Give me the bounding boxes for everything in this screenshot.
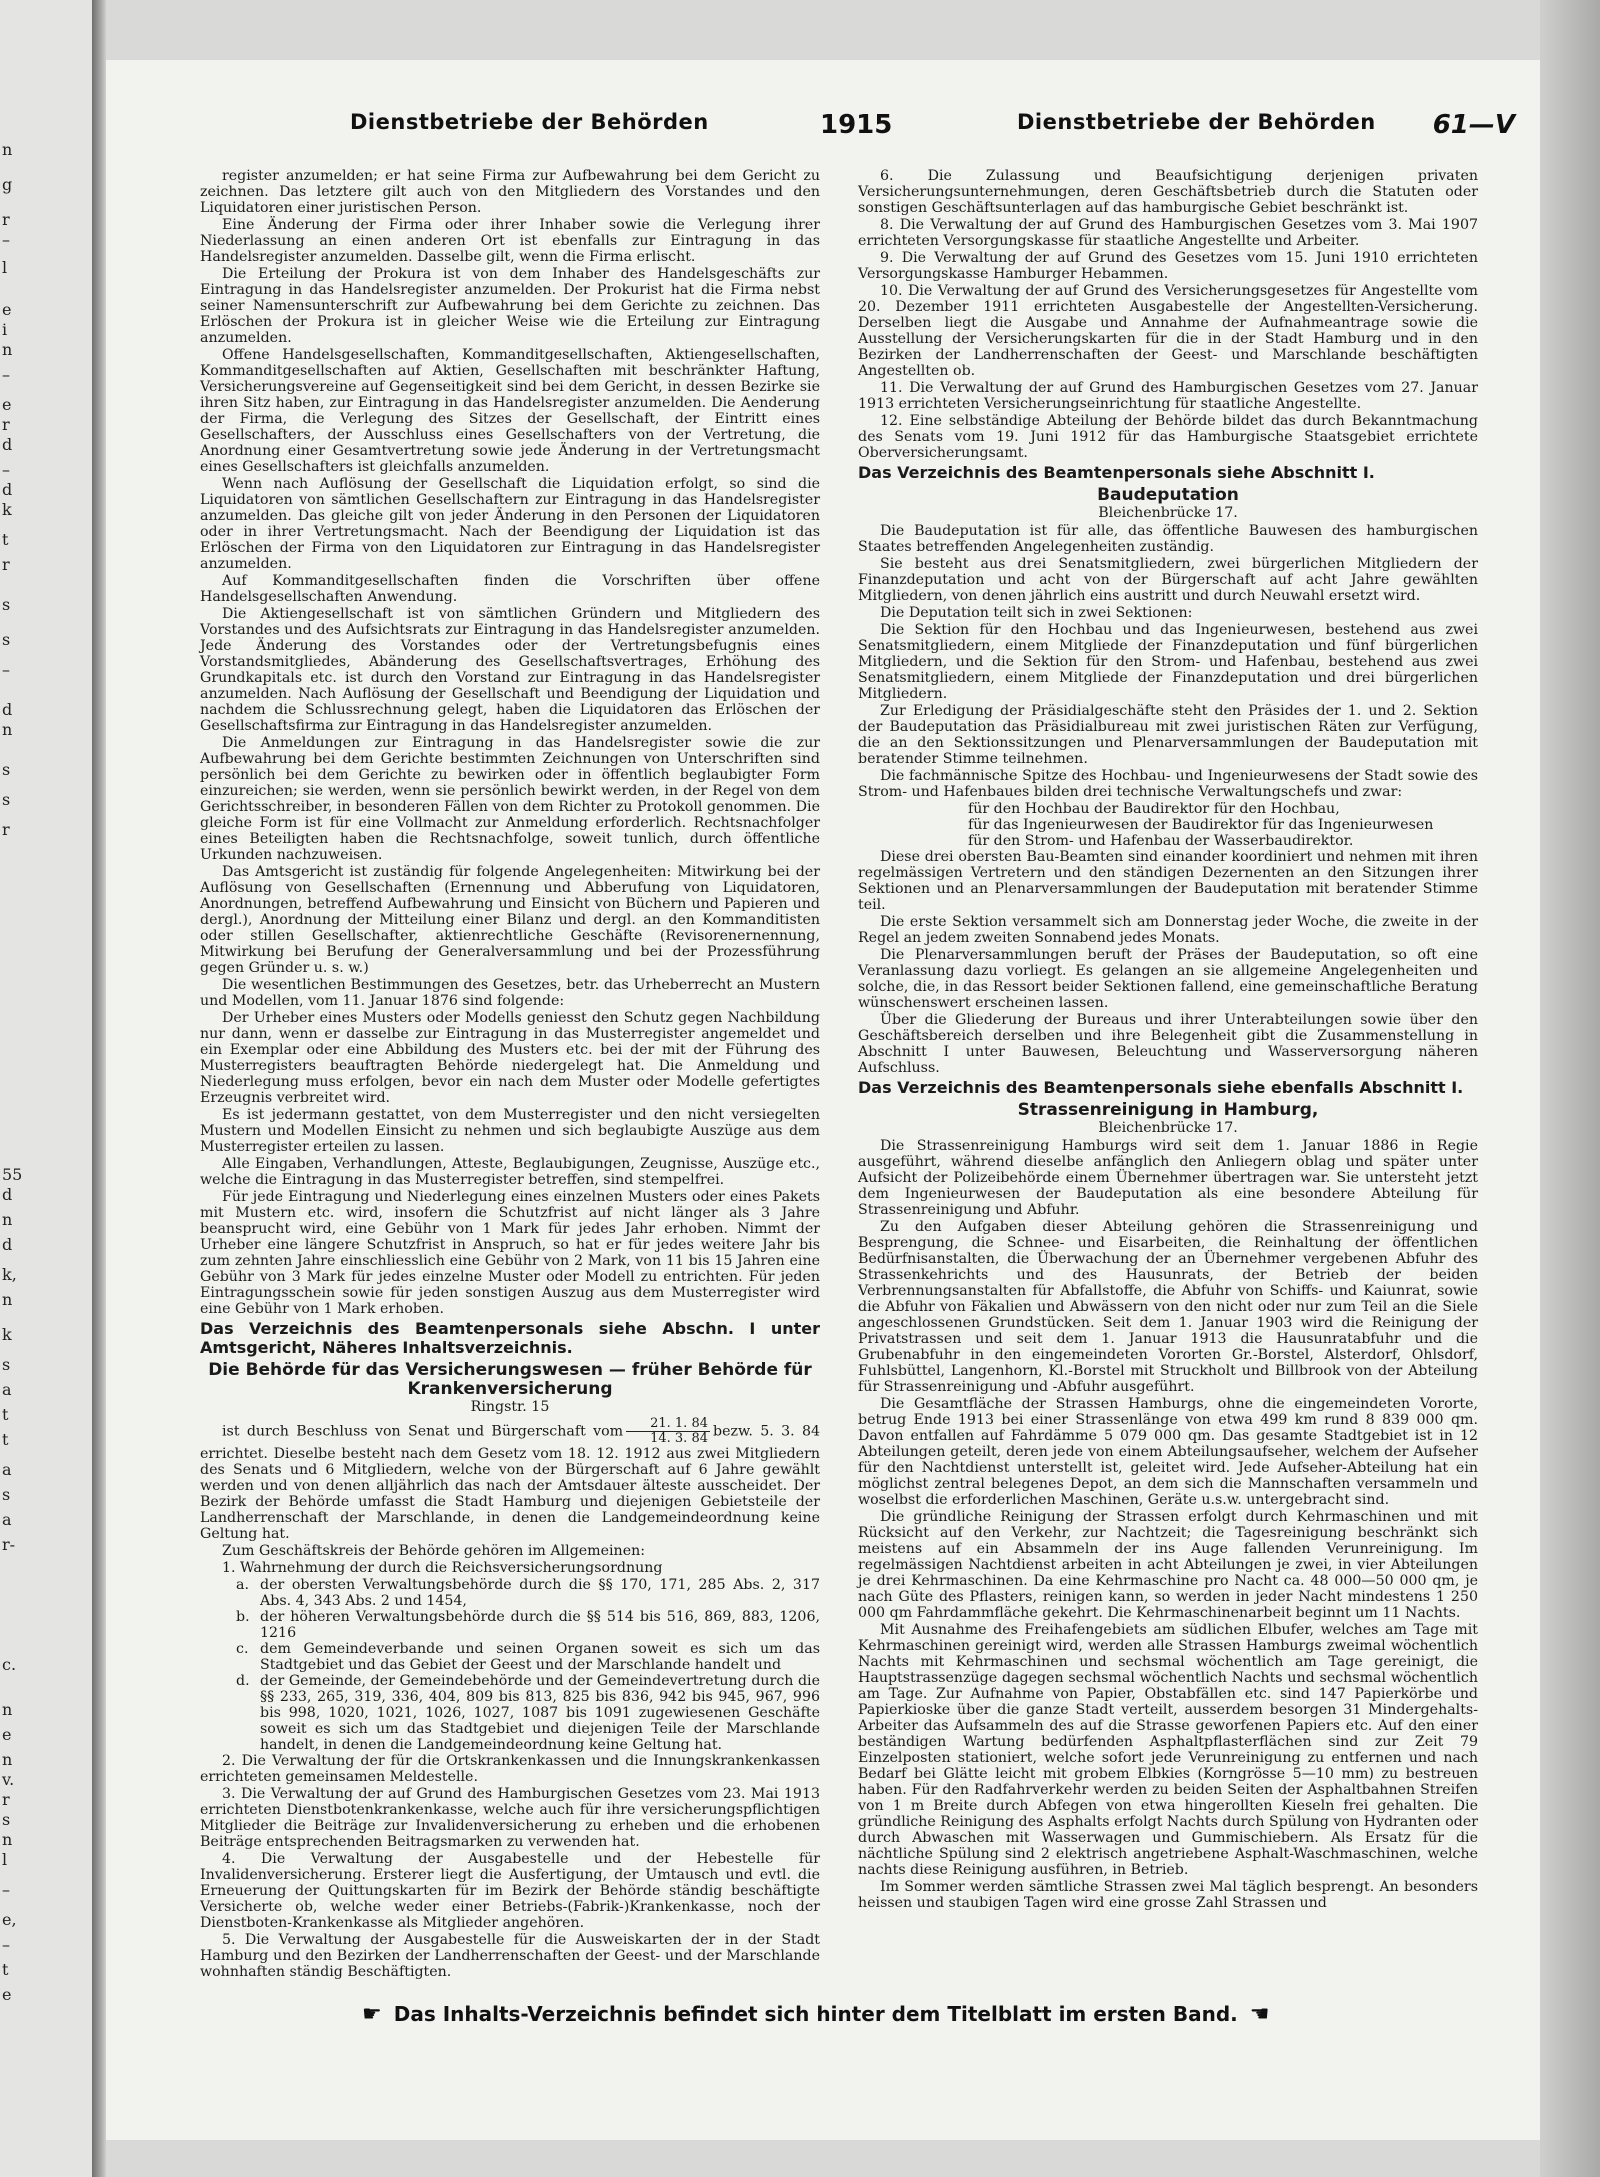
- left-paragraph: 5. Die Verwaltung der Ausgabestelle für die Ausweiskarten der in der Stadt Hamburg und den Bezirken der Landherrenschaften der Geest- und der Marschlande wohnhaften ständig Beschäftigten.: [200, 1932, 820, 1980]
- edge-fragment: s: [2, 1355, 11, 1374]
- edge-fragment: r: [2, 210, 10, 229]
- binding-gutter: [92, 0, 106, 2177]
- edge-fragment: c.: [2, 1655, 17, 1674]
- right-indented-line: für das Ingenieurwesen der Baudirektor für das Ingenieurwesen: [968, 817, 1434, 833]
- right-indented-line: für den Hochbau der Baudirektor für den Hochbau,: [968, 801, 1340, 817]
- edge-fragment: r: [2, 1790, 10, 1809]
- right-paragraph: Die Plenarversammlungen beruft der Präses der Baudeputation, so oft eine Veranlassung dazu vorliegt. Es gelangen an sie allgemeine Angelegenheiten und solche, die, in das Ressort beider Sektionen fallend, eine gemeinschaftliche Beratung wünschenswert erscheinen lassen.: [858, 947, 1478, 1011]
- left-paragraph: register anzumelden; er hat seine Firma zur Aufbewahrung bei dem Gericht zu zeichnen. Das letztere gilt auch von den Mitgliedern des Vorstandes und den Liquidatoren einer juristischen Person.: [200, 168, 820, 216]
- right-paragraph: Mit Ausnahme des Freihafengebiets am südlichen Elbufer, welches am Tage mit Kehrmaschinen gereinigt wird, werden alle Strassen Hamburgs zweimal wöchentlich Nachts mit Kehrmaschinen und sechsmal wöchentlich am Tage gereinigt, die Hauptstrassenzüge dagegen sechsmal wöchentlich Nachts und sechsmal wöchentlich am Tage. Zur Aufnahme von Papier, Obstabfällen etc. sind 147 Papierkörbe und Papierkioske über die ganze Stadt verteilt, ausserdem besorgen 31 Mindergehalts-Arbeiter das Aufsammeln des auf die Strasse geworfenen Papiers etc. Auf den einer beständigen Wartung bedürfenden Asphaltpflasterflächen sind zur Zeit 79 Einzelposten stationiert, welche sofort jede Verunreinigung zu entfernen und nach Bedarf bei Glätte leicht mit grobem Elbkies (Korngrösse 5—10 mm) zu bestreuen haben. Für den Radfahrverkehr werden zu beiden Seiten der Asphaltbahnen Streifen von 1 m Breite durch Abfegen von etwa hingerollten Kieseln frei gehalten. Die gründliche Reinigung des Asphalts erfolgt Nachts durch Spülung von Hydranten oder durch Abwaschen mit Wasserwagen und Gummischiebern. Als Ersatz für die nächtliche Spülung sind 2 elektrisch angetriebene Asphalt-Waschmaschinen, welche nachts diese Reinigung ausführen, in Betrieb.: [858, 1622, 1478, 1878]
- edge-fragment: r: [2, 415, 10, 434]
- paragraph-lead: ist durch Beschluss von Senat und Bürgerschaft vom: [222, 1423, 624, 1440]
- edge-fragment: e: [2, 395, 12, 414]
- list-item-text: der höheren Verwaltungsbehörde durch die §§ 514 bis 516, 869, 883, 1206, 1216: [260, 1609, 820, 1641]
- right-paragraph: Die gründliche Reinigung der Strassen erfolgt durch Kehrmaschinen und mit Rücksicht auf den Verkehr, zur Nachtzeit; die Tagesreinigung beschränkt sich meistens auf ein Absammeln der ins Auge fallenden Verunreinigung. Im regelmässigen Nachtdienst arbeiten in acht Abteilungen je zwei, in vier Abteilungen je drei Kehrmaschinen. Da eine Kehrmaschine pro Nacht ca. 48 000—50 000 qm, je nach Güte des Pflasters, reinigen kann, so werden in jeder Nacht mindestens 1 250 000 qm Fahrdammfläche gekehrt. Die Kehrmaschinenarbeit beginnt um 11 Nachts.: [858, 1509, 1478, 1621]
- left-paragraph: 4. Die Verwaltung der Ausgabestelle und der Hebestelle für Invalidenversicherung. Ersterer liegt die Ausfertigung, der Umtausch und evtl. die Erneuerung der Quittungskarten für im Bezirk der Behörde ständig beschäftigte Versicherte ob, welche weder einer Betriebs-(Fabrik-)Krankenkasse, noch der Dienstboten-Krankenkasse als Mitglieder angehören.: [200, 1851, 820, 1931]
- fraction-denominator: 14. 3. 84: [650, 1431, 708, 1446]
- list-item-label: a.: [236, 1577, 249, 1593]
- edge-fragment: n: [2, 1830, 13, 1849]
- edge-fragment: n: [2, 1750, 13, 1769]
- pointing-hand-right-icon: ☛: [362, 2002, 382, 2027]
- left-paragraph: Offene Handelsgesellschaften, Kommanditgesellschaften, Aktiengesellschaften, Kommanditgesellschaften auf Aktien, Gesellschaften mit beschränkter Haftung, Versicherungsvereine auf Gegenseitigkeit sind bei dem Gericht, in dessen Bezirke sie ihren Sitz haben, zur Eintragung in das Handelsregister anzumelden. Die Aenderung der Firma, die Verlegung des Sitzes der Gesellschaft, der Eintritt eines Gesellschafters, der Ausschluss eines Gesellschafters von der Vertretung, die Anordnung einer Gesamtvertretung sowie jede Änderung in der Vertretungsmacht eines Gesellschafters ist gleichfalls anzumelden.: [200, 347, 820, 475]
- left-paragraph: Die Erteilung der Prokura ist von dem Inhaber des Handelsgeschäfts zur Eintragung in das Handelsregister anzumelden. Der Prokurist hat die Firma nebst seiner Namensunterschrift zur Aufbewahrung bei dem Gerichte zu zeichnen. Das Erlöschen der Prokura ist in gleicher Weise wie die Erteilung zur Eintragung anzumelden.: [200, 266, 820, 346]
- edge-fragment: r: [2, 555, 10, 574]
- edge-fragment: e: [2, 300, 12, 319]
- edge-fragment: n: [2, 1700, 13, 1719]
- edge-fragment: n: [2, 140, 13, 159]
- edge-fragment: k,: [2, 1265, 17, 1284]
- running-head: [350, 110, 1515, 150]
- left-list-item: [200, 1609, 820, 1641]
- footer-note: [350, 2002, 1350, 2027]
- edge-fragment: a: [2, 1380, 12, 1399]
- right-paragraph: 11. Die Verwaltung der auf Grund des Hamburgischen Gesetzes vom 27. Januar 1913 errichteten Versicherungseinrichtung für staatliche Angestellte.: [858, 380, 1478, 412]
- edge-fragment: n: [2, 1290, 13, 1309]
- left-paragraph: Wenn nach Auflösung der Gesellschaft die Liquidation erfolgt, so sind die Liquidatoren von sämtlichen Gesellschaftern zur Eintragung in das Handelsregister anzumelden. Das gleiche gilt von jeder Änderung in den Personen der Liquidatoren oder in ihrer Vertretungsmacht. Nach der Beendigung der Liquidation ist das Erlöschen der Firma von den Liquidatoren zur Eintragung in das Handelsregister anzumelden.: [200, 476, 820, 572]
- right-section-heading: Strassenreinigung in Hamburg,: [1017, 1100, 1319, 1120]
- edge-fragment: n: [2, 340, 13, 359]
- left-paragraph: Für jede Eintragung und Niederlegung eines einzelnen Musters oder eines Pakets mit Mustern etc. wird, insofern die Schutzfrist auf nicht länger als 3 Jahre beansprucht wird, eine Gebühr von 1 Mark für jedes Jahr erhoben. Nimmt der Urheber eine längere Schutzfrist in Anspruch, so hat er für jedes weitere Jahr bis zum zehnten Jahre einschliesslich eine Gebühr von 2 Mark, von 11 bis 15 Jahren eine Gebühr von 3 Mark für jedes einzelne Muster oder Modell zu entrichten. Für jeden Eintragungsschein sowie für jeden sonstigen Auszug aus dem Musterregister wird eine Gebühr von 1 Mark erhoben.: [200, 1189, 820, 1317]
- right-paragraph: 12. Eine selbständige Abteilung der Behörde bildet das durch Bekanntmachung des Senats vom 19. Juni 1912 für das Hamburgische Staatsgebiet errichtete Oberversicherungsamt.: [858, 413, 1478, 461]
- edge-fragment: –: [2, 1880, 10, 1899]
- edge-fragment: –: [2, 365, 10, 384]
- edge-fragment: t: [2, 530, 9, 549]
- edge-fragment: d: [2, 1185, 13, 1204]
- list-item-label: c.: [236, 1641, 249, 1657]
- edge-fragment: –: [2, 230, 10, 249]
- right-paragraph: 6. Die Zulassung und Beaufsichtigung derjenigen privaten Versicherungsunternehmungen, deren Geschäftsbetrieb durch die Statuten oder sonstigen Geschäftsunterlagen auf das hamburgische Gebiet beschränkt ist.: [858, 168, 1478, 216]
- page-number: 61—V: [1432, 110, 1515, 140]
- edge-fragment: e,: [2, 1910, 17, 1929]
- edge-fragment: s: [2, 630, 11, 649]
- edge-fragment: n: [2, 720, 13, 739]
- edge-fragment: –: [2, 1935, 10, 1954]
- right-paragraph: Sie besteht aus drei Senatsmitgliedern, zwei bürgerlichen Mitgliedern der Finanzdeputation und acht von der Bürgerschaft auf acht Jahre gewählten Mitgliedern, von denen jährlich eins austritt und durch Neuwahl ersetzt wird.: [858, 556, 1478, 604]
- left-column: [200, 168, 820, 1981]
- edge-fragment: i: [2, 320, 8, 339]
- edge-fragment: d: [2, 435, 13, 454]
- right-paragraph: Zur Erledigung der Präsidialgeschäfte steht den Präsides der 1. und 2. Sektion der Baudeputation das Präsidialbureau mit zwei juristischen Räten zur Verfügung, die an den Sektionssitzungen und Plenarversammlungen der Baudeputation mit beratender Stimme teilnehmen.: [858, 703, 1478, 767]
- left-paragraph: Es ist jedermann gestattet, von dem Musterregister und den nicht versiegelten Mustern und Modellen Einsicht zu nehmen und sich beglaubigte Auszüge aus dem Musterregister erteilen zu lassen.: [200, 1107, 820, 1155]
- edge-fragment: l: [2, 258, 8, 277]
- fraction-numerator: 21. 1. 84: [626, 1417, 710, 1432]
- right-section-heading: Baudeputation: [1097, 485, 1239, 505]
- left-paragraph: Das Amtsgericht ist zuständig für folgende Angelegenheiten: Mitwirkung bei der Auflösung von Gesellschaften (Ernennung und Abberufung von Liquidatoren, Anordnungen, betreffend Aufbewahrung und Einsicht von Büchern und Papieren und dergl.), Anordnung der Mitteilung einer Bilanz und dergl. an den Kommanditisten oder stillen Gesellschafter, aktienrechtliche Geschäfte (Revisorenernennung, Mitwirkung bei Berufung der Generalversammlung und bei der Prozessführung gegen Gründer u. s. w.): [200, 864, 820, 976]
- left-paragraph: 1. Wahrnehmung der durch die Reichsversicherungsordnung: [222, 1560, 663, 1576]
- left-paragraph: Auf Kommanditgesellschaften finden die Vorschriften über offene Handelsgesellschaften Anwendung.: [200, 573, 820, 605]
- edge-fragment: l: [2, 1850, 8, 1869]
- edge-fragment: r: [2, 820, 10, 839]
- right-paragraph: 8. Die Verwaltung der auf Grund des Hamburgischen Gesetzes vom 3. Mai 1907 errichteten Versorgungskasse für staatliche Angestellte und Arbeiter.: [858, 217, 1478, 249]
- edge-fragment: k: [2, 500, 12, 519]
- left-paragraph: Zum Geschäftskreis der Behörde gehören im Allgemeinen:: [222, 1543, 646, 1559]
- list-item-label: d.: [236, 1673, 250, 1689]
- left-list-item: [200, 1673, 820, 1753]
- right-paragraph: Die erste Sektion versammelt sich am Donnerstag jeder Woche, die zweite in der Regel an jedem zweiten Sonnabend jedes Monats.: [858, 914, 1478, 946]
- pointing-hand-left-icon: ☚: [1249, 2002, 1270, 2027]
- right-paragraph: Zu den Aufgaben dieser Abteilung gehören die Strassenreinigung und Besprengung, die Schnee- und Eisarbeiten, die Reinhaltung der öffentlichen Bedürfnisanstalten, die Überwachung der an Übernehmer vergebenen Abfuhr des Strassenkehrichts und des Hausunrats, der Betrieb der beiden Verbrennungsanstalten für Abfallstoffe, die Abfuhr von Schiffs- und Kaiunrat, sowie die Abfuhr von Fäkalien und Abwässern von den nicht oder nur zum Teil an die Siele angeschlossenen Grundstücken. Seit dem 1. Januar 1903 wird die Reinigung der Privatstrassen und seit dem 1. Januar 1913 die Hausunratabfuhr und die Grubenabfuhr in den eingemeindeten Vororten Gr.-Borstel, Alsterdorf, Ohlsdorf, Fuhlsbüttel, Langenhorn, Kl.-Borstel mit Struckholt und Billbrook von der Abteilung für Strassenreinigung und -Abfuhr ausgeführt.: [858, 1219, 1478, 1395]
- edge-fragment: t: [2, 1430, 9, 1449]
- edge-fragment: g: [2, 175, 13, 194]
- right-paragraph: Die Baudeputation ist für alle, das öffentliche Bauwesen des hamburgischen Staates betreffenden Angelegenheiten zuständig.: [858, 523, 1478, 555]
- right-paragraph: Diese drei obersten Bau-Beamten sind einander koordiniert und nehmen mit ihren regelmässigen Vertretern und den ständigen Dezernenten an den Sitzungen ihrer Sektionen und an Plenarversammlungen der Baudeputation mit beratender Stimme teil.: [858, 849, 1478, 913]
- edge-fragment: v.: [2, 1770, 15, 1789]
- edge-fragment: d: [2, 480, 13, 499]
- edge-fragment: 55: [2, 1165, 23, 1184]
- left-list-item: [200, 1577, 820, 1609]
- page-edge-shadow: [1540, 0, 1600, 2177]
- right-paragraph: Die fachmännische Spitze des Hochbau- und Ingenieurwesens der Stadt sowie des Strom- und Hafenbaues bilden drei technische Verwaltungschefs und zwar:: [858, 768, 1478, 800]
- left-paragraph: Die Anmeldungen zur Eintragung in das Handelsregister sowie die zur Aufbewahrung bei dem Gerichte bestimmten Zeichnungen von Unterschriften sind persönlich bei dem Gerichte zu bewirken oder in öffentlich beglaubigter Form einzureichen; sie werden, wenn sie persönlich bewirkt werden, in der Regel von dem Gerichtsschreiber, in besonderen Fällen von dem Richter zu Protokoll genommen. Die gleiche Form ist für eine Vollmacht zur Anmeldung erforderlich. Rechtsnachfolger eines Beteiligten haben die Rechtsnachfolge, soweit tunlich, durch öffentliche Urkunden nachzuweisen.: [200, 735, 820, 863]
- edge-fragment: n: [2, 1210, 13, 1229]
- list-item-label: b.: [236, 1609, 250, 1625]
- edge-fragment: t: [2, 1960, 9, 1979]
- list-item-text: der obersten Verwaltungsbehörde durch die §§ 170, 171, 285 Abs. 2, 317 Abs. 4, 343 Abs. 2 und 1454,: [260, 1577, 820, 1609]
- right-paragraph: Im Sommer werden sämtliche Strassen zwei Mal täglich besprengt. An besonders heissen und staubigen Tagen wird eine grosse Zahl Strassen und: [858, 1879, 1478, 1911]
- running-head-year: 1915: [820, 110, 893, 140]
- right-paragraph: Die Deputation teilt sich in zwei Sektionen:: [880, 605, 1193, 621]
- edge-fragment: s: [2, 1485, 11, 1504]
- right-paragraph: Über die Gliederung der Bureaus und ihrer Unterabteilungen sowie über den Geschäftsbereich derselben und ihre Belegenheit gibt die Zusammenstellung in Abschnitt I unter Bauwesen, Beleuchtung und Wasserversorgung näheren Aufschluss.: [858, 1012, 1478, 1076]
- edge-fragment: d: [2, 700, 13, 719]
- right-paragraph: 10. Die Verwaltung der auf Grund des Versicherungsgesetzes für Angestellte vom 20. Dezember 1911 errichteten Ausgabestelle der Angestellten-Versicherung. Derselben liegt die Ausgabe und Annahme der Aufnahmeantrage sowie die Ausstellung der Versicherungskarten für die in der Stadt Hamburg und in den Bezirken der Landherrenschaften der Geest- und Marschlande beschäftigten Angestellten ob.: [858, 283, 1478, 379]
- right-staff-reference: Das Verzeichnis des Beamtenpersonals siehe ebenfalls Abschnitt I.: [858, 1078, 1464, 1097]
- list-item-text: dem Gemeindeverbande und seinen Organen soweit es sich um das Stadtgebiet und das Gebiet der Geest und der Marschlande handelt und: [260, 1641, 820, 1673]
- edge-fragment: a: [2, 1510, 12, 1529]
- left-section-heading: Die Behörde für das Versicherungswesen — früher Behörde für Krankenversicherung: [208, 1360, 812, 1399]
- right-column: [858, 168, 1478, 1912]
- edge-fragment: s: [2, 760, 11, 779]
- edge-fragment: s: [2, 790, 11, 809]
- running-head-right: Dienstbetriebe der Behörden: [1017, 110, 1376, 134]
- left-address: Ringstr. 15: [470, 1399, 550, 1415]
- paragraph-rest: bezw. 5. 3. 84 errichtet. Dieselbe besteht nach dem Gesetz vom 18. 12. 1912 aus zwei Mitgliedern des Senats und 6 Mitgliedern, welche von der Bürgerschaft auf 6 Jahre gewählt werden und von denen alljährlich das nach der Amtsdauer älteste ausscheidet. Der Bezirk der Behörde umfasst die Stadt Hamburg und diejenigen Gebietsteile der Landherrenschaft der Marschlande, in denen die Landgemeindeordnung keine Geltung hat.: [200, 1423, 821, 1542]
- left-paragraph: Eine Änderung der Firma oder ihrer Inhaber sowie die Verlegung ihrer Niederlassung an einen anderen Ort ist ebenfalls zur Eintragung in das Handelsregister anzumelden. Dasselbe gilt, wenn die Firma erlischt.: [200, 217, 820, 265]
- right-address: Bleichenbrücke 17.: [1098, 1120, 1238, 1136]
- left-paragraph: Der Urheber eines Musters oder Modells geniesst den Schutz gegen Nachbildung nur dann, wenn er dasselbe zur Eintragung in das Musterregister angemeldet und ein Exemplar oder eine Abbildung des Musters etc. bei der mit der Führung des Musterregisters beauftragten Behörde niedergelegt hat. Die Anmeldung und Niederlegung muss erfolgen, bevor ein nach dem Muster oder Modelle gefertigtes Erzeugnis verbreitet wird.: [200, 1010, 820, 1106]
- left-paragraph: Die Aktiengesellschaft ist von sämtlichen Gründern und Mitgliedern des Vorstandes und des Aufsichtsrats zur Eintragung in das Handelsregister anzumelden. Jede Änderung des Vorstandes oder der Vertretungsbefugnis eines Vorstandsmitgliedes, Abänderung des Gesellschaftsvertrages, Erhöhung des Grundkapitals etc. ist durch den Vorstand zur Eintragung in das Handelsregister anzumelden. Nach Auflösung der Gesellschaft und Beendigung der Liquidation und nachdem die Schlussrechnung gelegt, haben die Liquidatoren das Erlöschen der Gesellschaftsfirma zur Eintragung in das Handelsregister anzumelden.: [200, 606, 820, 734]
- left-paragraph: 2. Die Verwaltung der für die Ortskrankenkassen und die Innungskrankenkassen errichteten gemeinsamen Meldestelle.: [200, 1753, 820, 1785]
- edge-fragment: k: [2, 1325, 12, 1344]
- right-paragraph: 9. Die Verwaltung der auf Grund des Gesetzes vom 15. Juni 1910 errichteten Versorgungskasse Hamburger Hebammen.: [858, 250, 1478, 282]
- left-paragraph: Alle Eingaben, Verhandlungen, Atteste, Beglaubigungen, Zeugnisse, Auszüge etc., welche die Eintragung in das Musterregister betreffen, sind stempelfrei.: [200, 1156, 820, 1188]
- list-item-text: der Gemeinde, der Gemeindebehörde und der Gemeindevertretung durch die §§ 233, 265, 319, 336, 404, 809 bis 813, 825 bis 836, 942 bis 945, 967, 996 bis 998, 1020, 1021, 1026, 1027, 1087 bis 1091 zugewiesenen Geschäfte soweit es sich um das Stadtgebiet und diejenigen Teile der Marschlande handelt, in denen die Landgemeindeordnung keine Geltung hat.: [260, 1673, 820, 1753]
- edge-fragment: s: [2, 595, 11, 614]
- edge-fragment: –: [2, 660, 10, 679]
- edge-fragment: –: [2, 460, 10, 479]
- right-indented-line: für den Strom- und Hafenbau der Wasserbaudirektor.: [968, 833, 1354, 849]
- right-paragraph: Die Gesamtfläche der Strassen Hamburgs, ohne die eingemeindeten Vororte, betrug Ende 1913 bei einer Strassenlänge von etwa 499 km rund 8 839 000 qm. Davon entfallen auf Fahrdämme 5 079 000 qm. Das gesamte Stadtgebiet ist in 12 Abteilungen geteilt, deren jede von einem Abteilungsaufseher, welchem der Aufseher für den Nachtdienst unterstellt ist, geleitet wird. Jede Aufseher-Abteilung hat ein möglichst zentral belegenes Depot, an dem sich die Mannschaften versammeln und woselbst die erforderlichen Maschinen, Geräte u.s.w. untergebracht sind.: [858, 1396, 1478, 1508]
- edge-fragment: a: [2, 1460, 12, 1479]
- edge-fragment: s: [2, 1810, 11, 1829]
- footer-text: Das Inhalts-Verzeichnis befindet sich hinter dem Titelblatt im ersten Band.: [393, 2002, 1238, 2026]
- edge-fragment: r-: [2, 1535, 16, 1554]
- left-paragraph: 3. Die Verwaltung der auf Grund des Hamburgischen Gesetzes vom 23. Mai 1913 errichteten Dienstbotenkrankenkasse, welche auch für ihre versicherungspflichtigen Mitglieder die Beiträge zur Invalidenversicherung zu erheben und die erhobenen Beiträge entsprechenden Beitragsmarken zu verwenden hat.: [200, 1786, 820, 1850]
- edge-fragment: d: [2, 1235, 13, 1254]
- previous-page-edge: [0, 0, 93, 2177]
- right-paragraph: Die Strassenreinigung Hamburgs wird seit dem 1. Januar 1886 in Regie ausgeführt, während dieselbe anfänglich den Anliegern oblag und später unter Aufsicht der Polizeibehörde einem Übernehmer übertragen war. Sie untersteht jetzt dem Ingenieurwesen der Baudeputation als eine besondere Abteilung für Strassenreinigung und Abfuhr.: [858, 1138, 1478, 1218]
- left-paragraph-with-dates: [200, 1417, 820, 1542]
- edge-fragment: e: [2, 1725, 12, 1744]
- edge-fragment: t: [2, 1405, 9, 1424]
- right-address: Bleichenbrücke 17.: [1098, 505, 1238, 521]
- date-fraction: [626, 1417, 710, 1446]
- edge-fragment: e: [2, 1985, 12, 2004]
- running-head-left: Dienstbetriebe der Behörden: [350, 110, 709, 134]
- left-staff-reference: Das Verzeichnis des Beamtenpersonals siehe Abschn. I unter Amtsgericht, Näheres Inhaltsverzeichnis.: [200, 1319, 820, 1357]
- left-list-item: [200, 1641, 820, 1673]
- right-paragraph: Die Sektion für den Hochbau und das Ingenieurwesen, bestehend aus zwei Senatsmitgliedern, einem Mitgliede der Finanzdeputation und fünf bürgerlichen Mitgliedern, und die Sektion für den Strom- und Hafenbau, bestehend aus zwei Senatsmitgliedern, einem Mitgliede der Finanzdeputation und drei bürgerlichen Mitgliedern.: [858, 622, 1478, 702]
- right-staff-reference: Das Verzeichnis des Beamtenpersonals siehe Abschnitt I.: [858, 463, 1375, 482]
- left-paragraph: Die wesentlichen Bestimmungen des Gesetzes, betr. das Urheberrecht an Mustern und Modellen, vom 11. Januar 1876 sind folgende:: [200, 977, 820, 1009]
